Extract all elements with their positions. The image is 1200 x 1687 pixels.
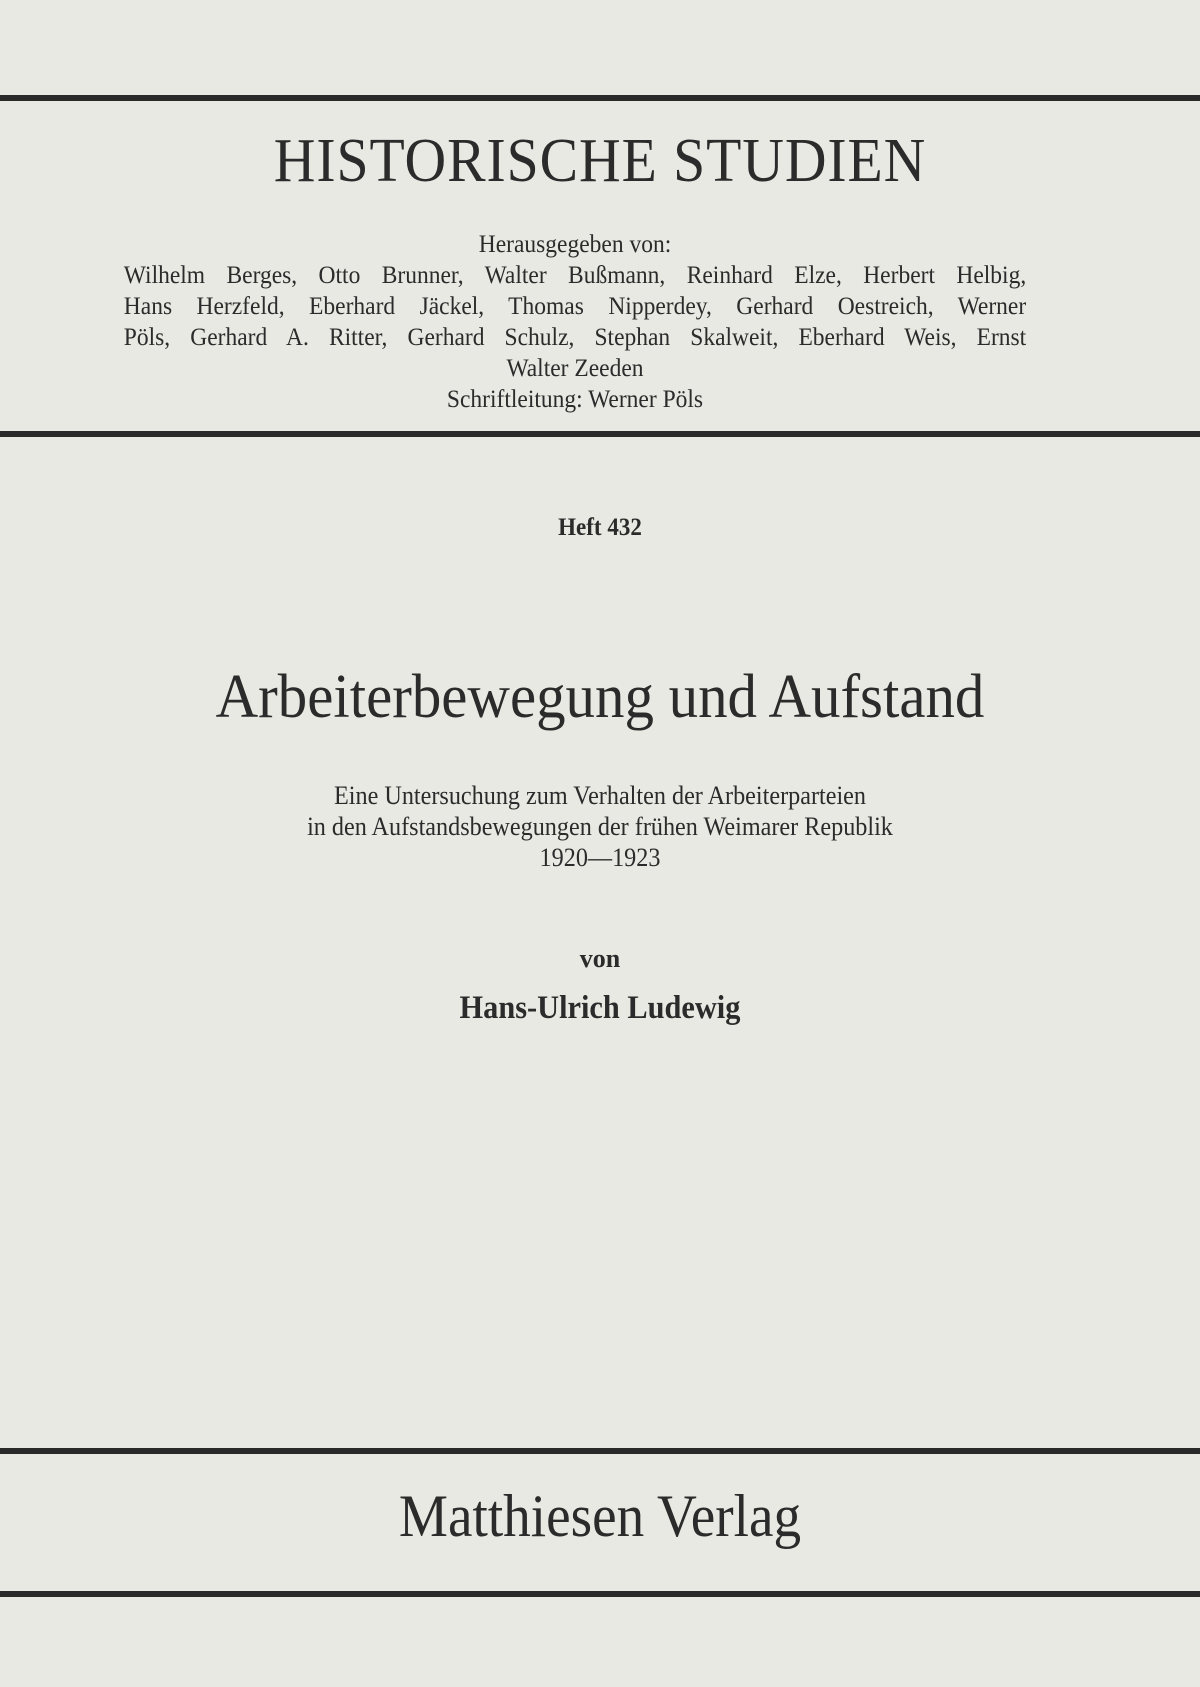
issue-number: Heft 432 bbox=[558, 514, 642, 541]
publisher-bottom-rule bbox=[0, 1591, 1200, 1597]
publisher-name: Matthiesen Verlag bbox=[398, 1483, 802, 1549]
book-subtitle bbox=[42, 780, 1158, 873]
editors-line: Wilhelm Berges, Otto Brunner, Walter Bußmann, Reinhard Elze, Herbert Helbig, bbox=[123, 262, 1027, 289]
editors-line: Pöls, Gerhard A. Ritter, Gerhard Schulz, Stephan Skalweit, Eberhard Weis, Ernst bbox=[123, 324, 1027, 351]
top-rule bbox=[0, 95, 1200, 101]
publisher-top-rule bbox=[0, 1448, 1200, 1454]
editors-line: Hans Herzfeld, Eberhard Jäckel, Thomas Nipperdey, Gerhard Oestreich, Werner bbox=[123, 293, 1027, 320]
managing-editor: Schriftleitung: Werner Pöls bbox=[446, 386, 704, 413]
book-title: Arbeiterbewegung und Aufstand bbox=[215, 663, 985, 731]
author-name: Hans-Ulrich Ludewig bbox=[459, 990, 741, 1026]
series-title: HISTORISCHE STUDIEN bbox=[273, 127, 927, 195]
subtitle-years: 1920—1923 bbox=[539, 843, 661, 872]
by-label: von bbox=[579, 944, 621, 973]
editors-line: Walter Zeeden bbox=[506, 355, 644, 382]
subtitle-line: Eine Untersuchung zum Verhalten der Arbeiterparteien bbox=[334, 781, 866, 810]
editors-section bbox=[124, 229, 1026, 415]
editors-heading: Herausgegeben von: bbox=[478, 231, 672, 258]
series-bottom-rule bbox=[0, 431, 1200, 437]
subtitle-line: in den Aufstandsbewegungen der frühen Weimarer Republik bbox=[307, 812, 893, 841]
